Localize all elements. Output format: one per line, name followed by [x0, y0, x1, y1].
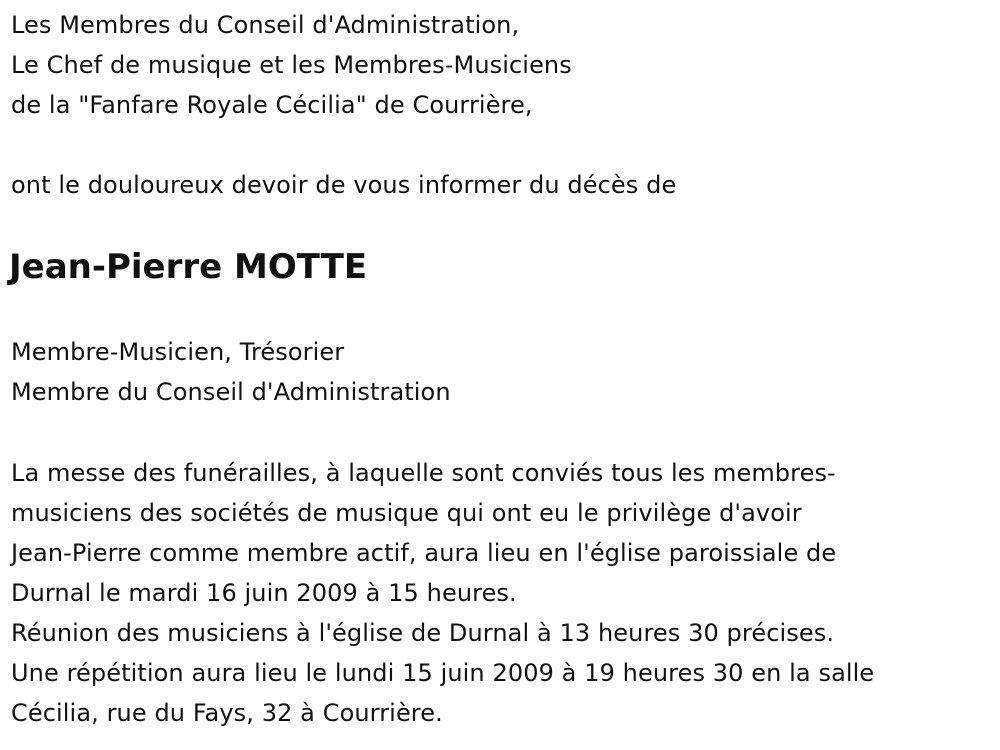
- role-line-1: Membre-Musicien, Trésorier: [11, 338, 345, 366]
- details-line-4: Durnal le mardi 16 juin 2009 à 15 heures.: [11, 579, 517, 607]
- details-line-6: Une répétition aura lieu le lundi 15 juin 2009 à 19 heures 30 en la salle: [11, 659, 875, 687]
- details-line-1: La messe des funérailles, à laquelle sont conviés tous les membres-: [11, 459, 836, 487]
- intro-text: ont le douloureux devoir de vous informer du décès de: [11, 171, 677, 199]
- details-line-7: Cécilia, rue du Fays, 32 à Courrière.: [11, 699, 443, 727]
- details-line-5: Réunion des musiciens à l'église de Durnal à 13 heures 30 précises.: [11, 619, 835, 647]
- header-line-2: Le Chef de musique et les Membres-Musiciens: [11, 51, 572, 79]
- header-line-3: de la "Fanfare Royale Cécilia" de Courrière,: [11, 91, 533, 119]
- role-line-2: Membre du Conseil d'Administration: [11, 378, 451, 406]
- header-line-1: Les Membres du Conseil d'Administration,: [11, 11, 520, 39]
- deceased-name: Jean-Pierre MOTTE: [9, 247, 368, 287]
- details-line-3: Jean-Pierre comme membre actif, aura lieu en l'église paroissiale de: [11, 539, 837, 567]
- details-line-2: musiciens des sociétés de musique qui ont eu le privilège d'avoir: [11, 499, 802, 527]
